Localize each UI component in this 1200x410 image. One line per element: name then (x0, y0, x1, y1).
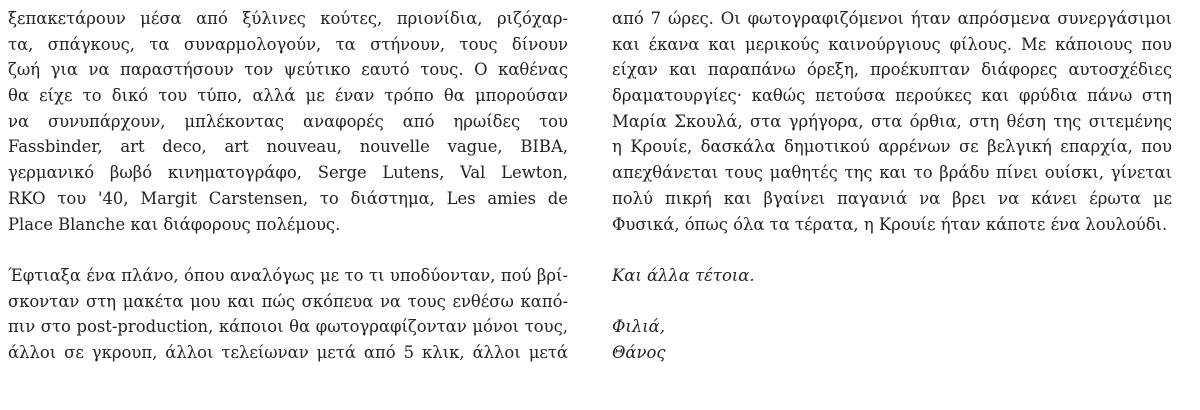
text-line: και έκανα και μερικούς καινούργιους φίλους. Με κάποιους που (612, 34, 1172, 54)
text-line: θα είχε το δικό του τύπο, αλλά με έναν τρόπο θα μπορούσαν (8, 86, 568, 106)
left-paragraph-1 (8, 6, 568, 237)
text-line: η Κρουίε, δασκάλα δημοτικού αρρένων σε βελγική επαρχία, που (612, 137, 1172, 157)
text-line: Place Blanche και διάφορους πολέμους. (8, 214, 341, 234)
text-line: τα, σπάγκους, τα συναρμολογούν, τα στήνουν, τους δίνουν (8, 34, 568, 54)
right-paragraph-1 (612, 6, 1172, 237)
right-column (612, 6, 1172, 366)
left-paragraph-2 (8, 263, 568, 366)
signature-line: Θάνος (612, 342, 666, 362)
text-line: Fassbinder, art deco, art nouveau, nouvelle vague, BIBA, (8, 137, 568, 157)
text-line: πιν στο post-production, κάποιοι θα φωτογραφίζονταν μόνοι τους, (8, 317, 568, 337)
paragraph-gap (612, 237, 1172, 263)
left-column (8, 6, 568, 366)
paragraph-gap (8, 237, 568, 263)
text-line: ζωή για να παραστήσουν τον ψεύτικο εαυτό τους. Ο καθένας (8, 60, 568, 80)
text-line: Φυσικά, όπως όλα τα τέρατα, η Κρουίε ήταν κάποτε ένα λουλούδι. (612, 214, 1168, 234)
text-line: Μαρία Σκουλά, στα γρήγορα, στα όρθια, στη θέση της σιτεμένης (612, 111, 1172, 131)
text-line: ξεπακετάρουν μέσα από ξύλινες κούτες, πριονίδια, ριζόχαρ- (8, 9, 568, 28)
text-line: πολύ πικρή και βγαίνει παγανιά να βρει να κάνει έρωτα με (612, 188, 1172, 208)
text-line: RKO του '40, Margit Carstensen, το διάστημα, Les amies de (8, 188, 568, 208)
text-line: γερμανικό βωβό κινηματογράφο, Serge Lutens, Val Lewton, (8, 163, 568, 183)
closing-line: Και άλλα τέτοια. (612, 265, 755, 285)
text-line: σκονταν στη μακέτα μου και πώς σκόπευα να τους ενθέσω καπό- (8, 291, 568, 311)
text-line: είχαν και παραπάνω όρεξη, προέκυπταν διάφορες αυτοσχέδιες (612, 60, 1172, 80)
text-line: απεχθάνεται τους μαθητές της και το βράδυ πίνει ουίσκι, γίνεται (612, 163, 1172, 183)
text-line: άλλοι σε γκρουπ, άλλοι τελείωναν μετά από 5 κλικ, άλλοι μετά (8, 342, 568, 362)
paragraph-gap (612, 289, 1172, 315)
text-line: δραματουργίες· καθώς πετούσα περούκες και φρύδια πάνω στη (612, 86, 1172, 106)
text-line: από 7 ώρες. Οι φωτογραφιζόμενοι ήταν απρόσμενα συνεργάσιμοι (612, 9, 1172, 28)
text-line: να συνυπάρχουν, μπλέκοντας αναφορές από ηρωίδες του (8, 111, 568, 131)
text-line: Έφτιαξα ένα πλάνο, όπου αναλόγως με το τι υποδύονταν, πού βρί- (8, 265, 568, 285)
signoff-line: Φιλιά, (612, 317, 665, 337)
